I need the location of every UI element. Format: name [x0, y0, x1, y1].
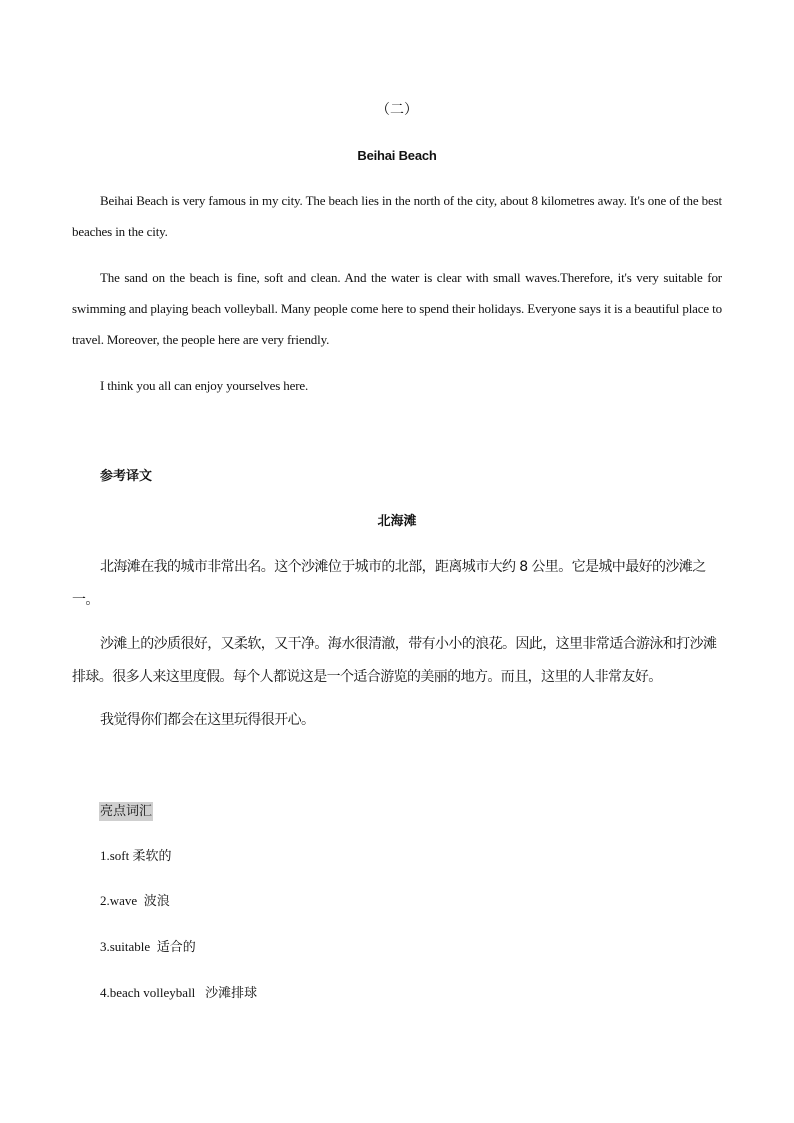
vocabulary-meaning: 波浪	[143, 894, 170, 909]
vocabulary-item	[100, 847, 172, 866]
vocabulary-word: wave	[109, 893, 138, 908]
vocabulary-index: 4.	[100, 985, 110, 1000]
vocabulary-word: suitable	[109, 939, 151, 954]
vocabulary-item	[100, 938, 196, 957]
section-number: （二）	[376, 103, 418, 118]
english-paragraph-1: Beihai Beach is very famous in my city. The beach lies in the north of the city, about 8 kilometres away. It's one of the best beaches in the city.	[72, 193, 722, 239]
vocabulary-index: 3.	[100, 939, 110, 954]
english-title: Beihai Beach	[357, 148, 437, 163]
vocabulary-item	[100, 984, 257, 1003]
vocabulary-meaning: 适合的	[156, 940, 196, 955]
vocabulary-label: 亮点词汇	[100, 804, 153, 819]
vocabulary-meaning: 柔软的	[132, 849, 172, 864]
vocabulary-index: 2.	[100, 893, 110, 908]
vocabulary-word: soft	[109, 848, 130, 863]
english-paragraph-3: I think you all can enjoy yourselves here.	[100, 378, 309, 393]
english-paragraph-2: The sand on the beach is fine, soft and clean. And the water is clear with small waves.Therefore, it's very suitable for swimming and playing beach volleyball. Many people come here to spend their holidays. Everyone says it is a beautiful place to travel. Moreover, the people here are very friendly.	[72, 270, 722, 347]
vocabulary-meaning: 沙滩排球	[205, 986, 258, 1001]
vocabulary-word: beach volleyball	[109, 985, 196, 1000]
chinese-title: 北海滩	[377, 514, 417, 529]
chinese-paragraph-2: 沙滩上的沙质很好，又柔软，又干净。海水很清澈，带有小小的浪花。因此，这里非常适合游泳和打沙滩排球。很多人来这里度假。每个人都说这是一个适合游览的美丽的地方。而且，这里的人非常友好。	[72, 636, 717, 685]
vocabulary-item	[100, 892, 170, 911]
chinese-paragraph-3: 我觉得你们都会在这里玩得很开心。	[100, 712, 315, 728]
vocabulary-index: 1.	[100, 848, 110, 863]
reference-translation-label: 参考译文	[100, 469, 153, 484]
chinese-paragraph-1: 北海滩在我的城市非常出名。这个沙滩位于城市的北部，距离城市大约 8 公里。它是城中最好的沙滩之一。	[72, 559, 706, 608]
